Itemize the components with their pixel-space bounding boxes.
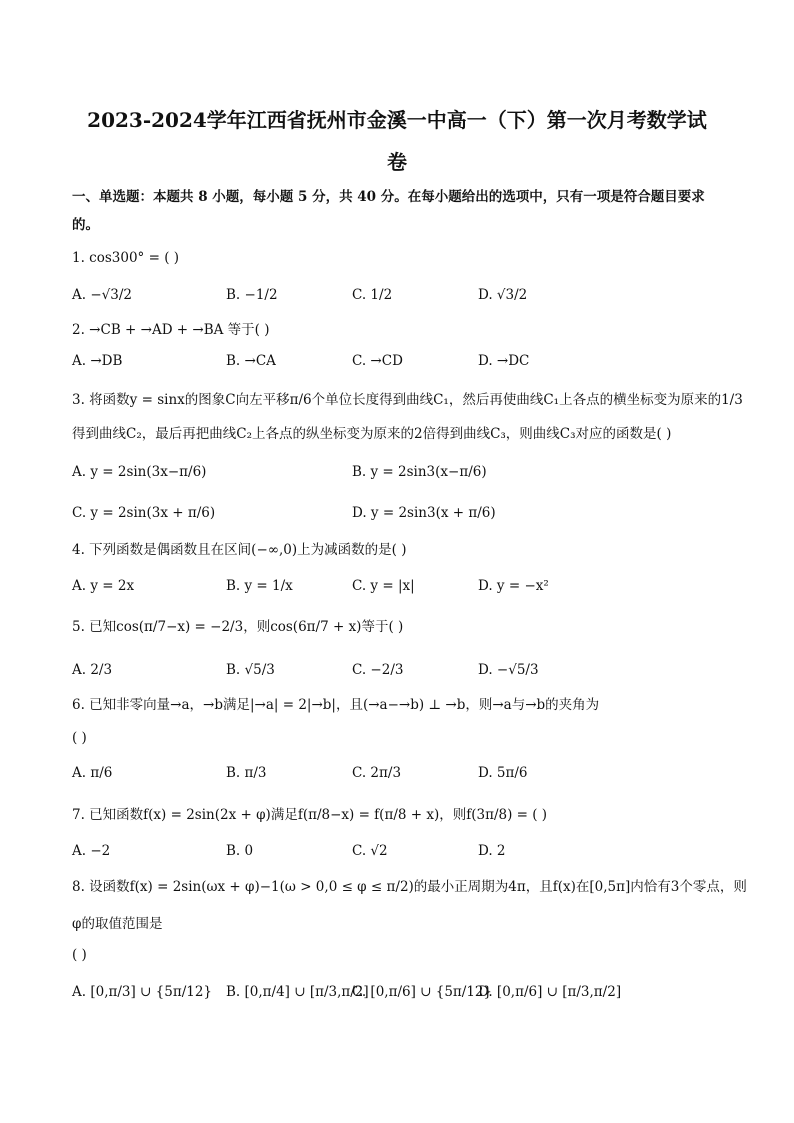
question-1-option-c: C. 1/2 bbox=[352, 287, 393, 303]
question-7-option-b: B. 0 bbox=[226, 843, 254, 859]
page-title-line2: 卷 bbox=[387, 150, 407, 174]
question-8-stem-line2: φ的取值范围是 bbox=[72, 916, 163, 932]
question-2-option-d: D. →DC bbox=[478, 353, 530, 369]
question-4-option-d: D. y = −x² bbox=[478, 578, 549, 594]
question-4-option-b: B. y = 1/x bbox=[226, 578, 293, 594]
question-1-option-a: A. −√3/2 bbox=[72, 287, 132, 303]
question-3-option-a: A. y = 2sin(3x−π/6) bbox=[72, 464, 207, 480]
question-3-stem-line2: 得到曲线C₂，最后再把曲线C₂上各点的纵坐标变为原来的2倍得到曲线C₃，则曲线C₃对应的函数是( ) bbox=[72, 426, 672, 442]
question-1-stem: 1. cos300° = ( ) bbox=[72, 250, 180, 266]
question-8-option-d: D. [0,π/6] ∪ [π/3,π/2] bbox=[478, 984, 622, 1000]
question-8-stem-line3: ( ) bbox=[72, 947, 87, 963]
question-2-option-a: A. →DB bbox=[72, 353, 123, 369]
question-6-stem: 6. 已知非零向量→a，→b满足|→a| = 2|→b|，且(→a−→b) ⊥ →b，则→a与→b的夹角为 bbox=[72, 697, 600, 713]
question-7-option-d: D. 2 bbox=[478, 843, 506, 859]
section-header-line1: 一、单选题：本题共 8 小题，每小题 5 分，共 40 分。在每小题给出的选项中，只有一项是符合题目要求 bbox=[72, 189, 705, 205]
section-header-line2: 的。 bbox=[72, 217, 99, 233]
question-5-stem: 5. 已知cos(π/7−x) = −2/3，则cos(6π/7 + x)等于( ) bbox=[72, 619, 404, 635]
question-6-option-c: C. 2π/3 bbox=[352, 765, 402, 781]
question-7-option-c: C. √2 bbox=[352, 843, 388, 859]
question-3-option-c: C. y = 2sin(3x + π/6) bbox=[72, 505, 216, 521]
question-1-option-d: D. √3/2 bbox=[478, 287, 528, 303]
question-5-option-c: C. −2/3 bbox=[352, 662, 404, 678]
question-2-stem: 2. →CB + →AD + →BA 等于( ) bbox=[72, 322, 270, 338]
question-2-option-b: B. →CA bbox=[226, 353, 276, 369]
question-2-option-c: C. →CD bbox=[352, 353, 403, 369]
page-title-line1: 2023-2024学年江西省抚州市金溪一中高一（下）第一次月考数学试 bbox=[87, 108, 707, 132]
question-8-option-c: C. [0,π/6] ∪ {5π/12} bbox=[352, 984, 493, 1000]
question-3-option-b: B. y = 2sin3(x−π/6) bbox=[352, 464, 487, 480]
question-7-option-a: A. −2 bbox=[72, 843, 111, 859]
question-4-option-c: C. y = |x| bbox=[352, 578, 415, 594]
question-8-option-a: A. [0,π/3] ∪ {5π/12} bbox=[72, 984, 213, 1000]
question-5-option-d: D. −√5/3 bbox=[478, 662, 539, 678]
question-5-option-b: B. √5/3 bbox=[226, 662, 275, 678]
question-6-option-a: A. π/6 bbox=[72, 765, 113, 781]
question-3-stem: 3. 将函数y = sinx的图象C向左平移π/6个单位长度得到曲线C₁，然后再使曲线C₁上各点的横坐标变为原来的1/3 bbox=[72, 392, 743, 408]
question-4-option-a: A. y = 2x bbox=[72, 578, 135, 594]
question-3-option-d: D. y = 2sin3(x + π/6) bbox=[352, 505, 496, 521]
question-1-option-b: B. −1/2 bbox=[226, 287, 278, 303]
question-6-stem-line2: ( ) bbox=[72, 730, 87, 746]
question-8-option-b: B. [0,π/4] ∪ [π/3,π/2] bbox=[226, 984, 369, 1000]
question-4-stem: 4. 下列函数是偶函数且在区间(−∞,0)上为减函数的是( ) bbox=[72, 542, 407, 558]
question-7-stem: 7. 已知函数f(x) = 2sin(2x + φ)满足f(π/8−x) = f(π/8 + x)，则f(3π/8) = ( ) bbox=[72, 807, 548, 823]
question-8-stem: 8. 设函数f(x) = 2sin(ωx + φ)−1(ω > 0,0 ≤ φ ≤ π/2)的最小正周期为4π，且f(x)在[0,5π]内恰有3个零点，则 bbox=[72, 879, 747, 895]
question-5-option-a: A. 2/3 bbox=[72, 662, 113, 678]
question-6-option-d: D. 5π/6 bbox=[478, 765, 528, 781]
question-6-option-b: B. π/3 bbox=[226, 765, 267, 781]
